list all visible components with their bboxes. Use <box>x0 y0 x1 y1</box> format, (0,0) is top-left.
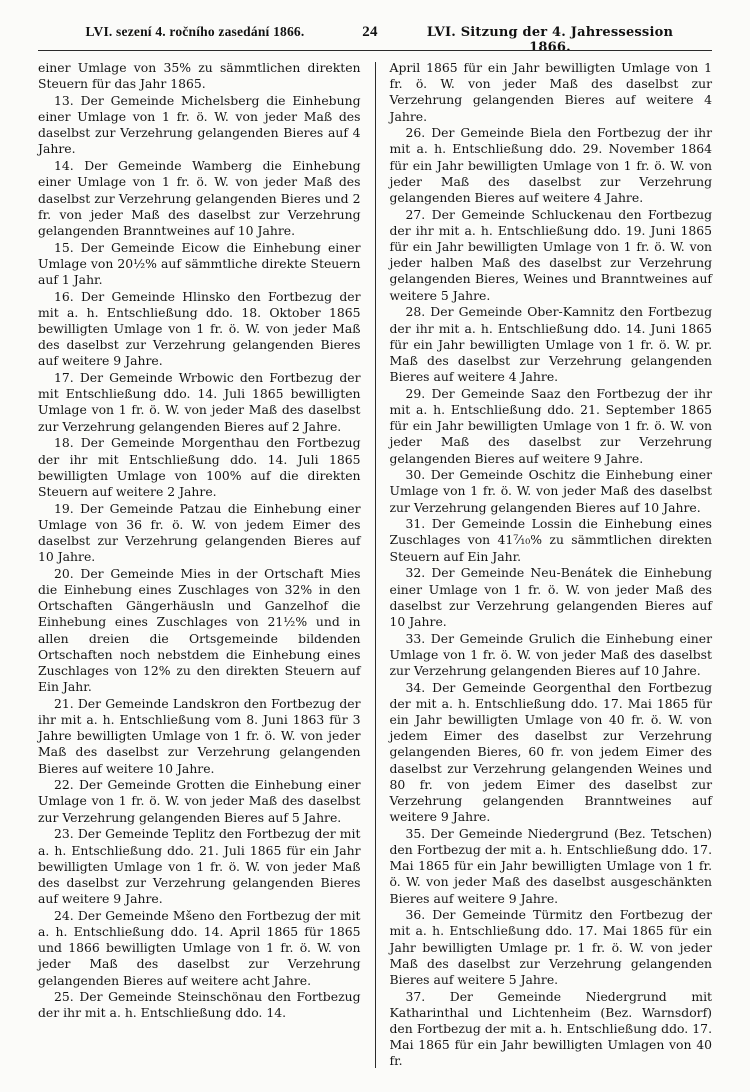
paragraph: 27. Der Gemeinde Schluckenau den Fortbezug der ihr mit a. h. Entschließung ddo. 19. Juni 1865 für ein Jahr bewilligten Umlage von 1 fr. ö. W. von jeder halben Maß des daselbst zur Verzehrung gelangenden Bieres, Weines und Branntweines auf weitere 5 Jahre. <box>389 206 713 303</box>
paragraph: 21. Der Gemeinde Landskron den Fortbezug der ihr mit a. h. Entschließung vom 8. Juni 1863 für 3 Jahre bewilligten Umlage von 1 fr. ö. W. von jeder Maß des daselbst zur Verzehrung gelangenden Bieres auf weitere 10 Jahre. <box>38 695 361 776</box>
paragraph: 14. Der Gemeinde Wamberg die Einhebung einer Umlage von 1 fr. ö. W. von jeder Maß des daselbst zur Verzehrung gelangenden Bieres und 2 fr. von jeder Maß des daselbst zur Verzehrung gelangenden Branntweines auf 10 Jahre. <box>38 158 361 238</box>
right-column <box>390 60 713 1070</box>
paragraph: 29. Der Gemeinde Saaz den Fortbezug der ihr mit a. h. Entschließung ddo. 21. September 1865 für ein Jahr bewilligten Umlage von 1 fr. ö. W. von jeder Maß des daselbst zur Verzehrung gelangenden Bieres auf weitere 9 Jahre. <box>389 385 713 466</box>
paragraph: 18. Der Gemeinde Morgenthau den Fortbezug der ihr mit Entschließung ddo. 14. Juli 1865 bewilligten Umlage von 100% auf die direkten Steuern auf weitere 2 Jahre. <box>38 435 361 499</box>
paragraph: 15. Der Gemeinde Eicow die Einhebung einer Umlage von 20½% auf sämmtliche direkte Steuern auf 1 Jahr. <box>38 239 361 287</box>
paragraph: 35. Der Gemeinde Niedergrund (Bez. Tetschen) den Fortbezug der mit a. h. Entschließung ddo. 17. Mai 1865 für ein Jahr bewilligten Umlage von 1 fr. ö. W. von jeder Maß des daselbst ausgeschänkten Bieres auf weitere 9 Jahre. <box>389 825 713 906</box>
paragraph: 25. Der Gemeinde Steinschönau den Fortbezug der ihr mit a. h. Entschließung ddo. 14. <box>38 989 361 1021</box>
page-number: 24 <box>362 24 378 40</box>
paragraph: 36. Der Gemeinde Türmitz den Fortbezug der mit a. h. Entschließung ddo. 17. Mai 1865 für ein Jahr bewilligten Umlage pr. 1 fr. ö. W. von jeder Maß des daselbst zur Verzehrung gelangenden Bieres auf weitere 5 Jahre. <box>389 907 713 987</box>
paragraph: 20. Der Gemeinde Mies in der Ortschaft Mies die Einhebung eines Zuschlages von 32% in den Ortschaften Gängerhäusln und Ganzelhof die Einhebung eines Zuschlages von 21½% und in allen dreien die Ortsgemeinde bildenden Ortschaften noch nebstdem die Einhebung eines Zuschlages von 12% zu den direkten Steuern auf Ein Jahr. <box>38 565 361 695</box>
paragraph: 13. Der Gemeinde Michelsberg die Einhebung einer Umlage von 1 fr. ö. W. von jeder Maß des daselbst zur Verzehrung gelangenden Bieres auf 4 Jahre. <box>38 92 361 157</box>
paragraph: 17. Der Gemeinde Wrbowic den Fortbezug der mit Entschließung ddo. 14. Juli 1865 bewilligten Umlage von 1 fr. ö. W. von jeder Maß des daselbst zur Verzehrung gelangenden Bieres auf 2 Jahre. <box>38 370 361 434</box>
paragraph: 37. Der Gemeinde Niedergrund mit Katharinthal und Lichtenheim (Bez. Warnsdorf) den Fortbezug der mit a. h. Entschließung ddo. 17. Mai 1865 für ein Jahr bewilligten Umlagen von 40 fr. <box>389 988 713 1069</box>
paragraph: 24. Der Gemeinde Mšeno den Fortbezug der mit a. h. Entschließung ddo. 14. April 1865 für 1865 und 1866 bewilligten Umlage von 1 fr. ö. W. von jeder Maß des daselbst zur Verzehrung gelangenden Bieres auf weitere acht Jahre. <box>38 907 361 988</box>
paragraph: 26. Der Gemeinde Biela den Fortbezug der ihr mit a. h. Entschließung ddo. 29. November 1864 für ein Jahr bewilligten Umlage von 1 fr. ö. W. von jeder Maß des daselbst zur Verzehrung gelangenden Bieres auf weitere 4 Jahre. <box>389 125 713 205</box>
paragraph: 34. Der Gemeinde Georgenthal den Fortbezug der mit a. h. Entschließung ddo. 17. Mai 1865 für ein Jahr bewilligten Umlage von 40 fr. ö. W. von jedem Eimer des daselbst zur Verzehrung gelangenden Bieres, 60 fr. von jedem Eimer des daselbst zur Verzehrung gelangenden Weines und 80 fr. von jedem Eimer des daselbst zur Verzehrung gelangenden Branntweines auf weitere 9 Jahre. <box>389 679 713 825</box>
header-rule <box>38 50 712 51</box>
paragraph: 19. Der Gemeinde Patzau die Einhebung einer Umlage von 36 fr. ö. W. von jedem Eimer des daselbst zur Verzehrung gelangenden Bieres auf 10 Jahre. <box>38 500 361 565</box>
text-columns <box>38 60 712 1070</box>
paragraph: 31. Der Gemeinde Lossin die Einhebung eines Zuschlages von 41⁷⁄₁₀% zu sämmtlichen direkten Steuern auf Ein Jahr. <box>389 516 713 564</box>
paragraph: 33. Der Gemeinde Grulich die Einhebung einer Umlage von 1 fr. ö. W. von jeder Maß des daselbst zur Verzehrung gelangenden Bieres auf 10 Jahre. <box>389 630 713 678</box>
paragraph: 23. Der Gemeinde Teplitz den Fortbezug der mit a. h. Entschließung ddo. 21. Juli 1865 für ein Jahr bewilligten Umlage von 1 fr. ö. W. von jeder Maß des daselbst zur Verzehrung gelangenden Bieres auf weitere 9 Jahre. <box>38 826 361 907</box>
paragraph: 16. Der Gemeinde Hlinsko den Fortbezug der mit a. h. Entschließung ddo. 18. Oktober 1865 bewilligten Umlage von 1 fr. ö. W. von jeder Maß des daselbst zur Verzehrung gelangenden Bieres auf weitere 9 Jahre. <box>38 288 361 369</box>
column-divider <box>375 62 376 1068</box>
running-head-left: LVI. sezení 4. ročního zasedání 1866. <box>85 24 305 39</box>
left-column <box>38 60 361 1070</box>
paragraph: 28. Der Gemeinde Ober-Kamnitz den Fortbezug der ihr mit a. h. Entschließung ddo. 14. Juni 1865 für ein Jahr bewilligten Umlage von 1 fr. ö. W. pr. Maß des daselbst zur Verzehrung gelangenden Bieres auf weitere 4 Jahre. <box>389 304 713 385</box>
running-head-right: LVI. Sitzung der 4. Jahressession 1866. <box>426 25 674 55</box>
paragraph: April 1865 für ein Jahr bewilligten Umlage von 1 fr. ö. W. von jeder Maß des daselbst zur Verzehrung gelangenden Bieres auf weitere 4 Jahre. <box>389 60 713 124</box>
paragraph: 22. Der Gemeinde Grotten die Einhebung einer Umlage von 1 fr. ö. W. von jeder Maß des daselbst zur Verzehrung gelangenden Bieres auf 5 Jahre. <box>38 777 361 825</box>
paragraph: 32. Der Gemeinde Neu-Benátek die Einhebung einer Umlage von 1 fr. ö. W. von jeder Maß des daselbst zur Verzehrung gelangenden Bieres auf 10 Jahre. <box>389 565 713 629</box>
paragraph: einer Umlage von 35% zu sämmtlichen direkten Steuern für das Jahr 1865. <box>38 60 361 92</box>
paragraph: 30. Der Gemeinde Oschitz die Einhebung einer Umlage von 1 fr. ö. W. von jeder Maß des daselbst zur Verzehrung gelangenden Bieres auf 10 Jahre. <box>389 467 713 515</box>
